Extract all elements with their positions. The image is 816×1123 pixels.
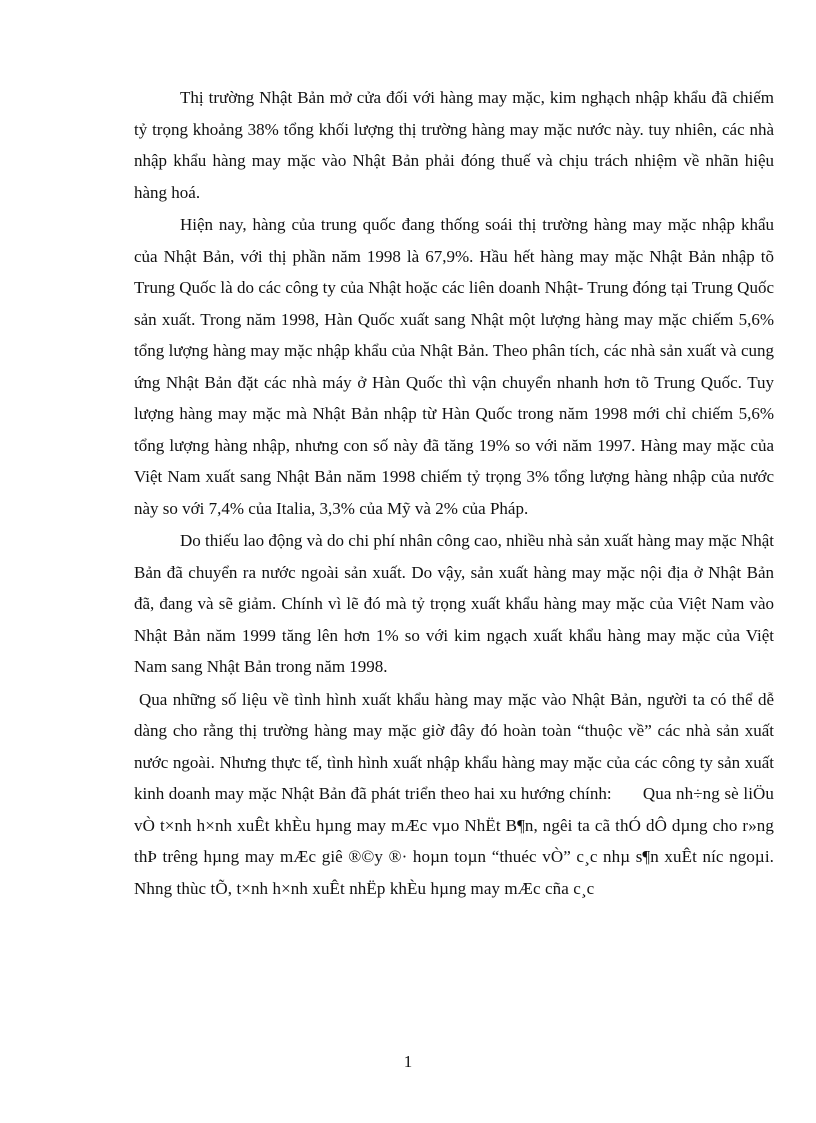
garbled-legacy-font-text: Qua nh÷ng sè liÖu vÒ t×nh h×nh xuÊt khÈu hµng may mÆc vµo NhËt B¶n, ngêi ta cã thÓ dÔ dµng cho r»ng thÞ trêng hµng may mÆc giê ®©y ®· hoµn toµn “thuéc vÒ” c¸c nhµ s¶n xuÊt níc ngoµi. Nhng thùc tÕ, t×nh h×nh xuÊt nhËp khÈu hµng may mÆc cña c¸c (134, 784, 775, 898)
paragraph-china-share: Hiện nay, hàng của trung quốc đang thống soái thị trường hàng may mặc nhập khẩu của Nhật Bản, với thị phần năm 1998 là 67,9%. Hầu hết hàng may mặc Nhật Bản nhập tõ Trung Quốc là do các công ty của Nhật hoặc các liên doanh Nhật- Trung đóng tại Trung Quốc sản xuất. Trong năm 1998, Hàn Quốc xuất sang Nhật một lượng hàng may mặc chiếm 5,6% tổng lượng hàng may mặc nhập khẩu của Nhật Bản. Theo phân tích, các nhà sản xuất và cung ứng Nhật Bản đặt các nhà máy ở Hàn Quốc thì vận chuyển nhanh hơn tõ Trung Quốc. Tuy lượng hàng may mặc mà Nhật Bản nhập từ Hàn Quốc trong năm 1998 mới chỉ chiếm 5,6% tổng lượng hàng nhập, nhưng con số này đã tăng 19% so với năm 1997. Hàng may mặc của Việt Nam xuất sang Nhật Bản năm 1998 chiếm tỷ trọng 3% tổng lượng hàng nhập của nước này so với 7,4% của Italia, 3,3% của Mỹ và 2% của Pháp. (134, 215, 774, 518)
page-number: 1 (403, 1052, 413, 1071)
paragraph-export-trends (134, 684, 774, 905)
trends-text: Qua những số liệu về tình hình xuất khẩu hàng may mặc vào Nhật Bản, người ta có thể dễ dàng cho rằng thị trường hàng may mặc giờ đây đó hoàn toàn “thuộc về” các nhà sản xuất nước ngoài. Nhưng thực tế, tình hình xuất nhập khẩu hàng may mặc của các công ty sản xuất kinh doanh may mặc Nhật Bản đã phát triển theo hai xu hướng chính: (134, 689, 774, 803)
paragraph-japan-market: Thị trường Nhật Bản mở cửa đối với hàng may mặc, kim nghạch nhập khẩu đã chiếm tỷ trọng khoảng 38% tổng khối lượng thị trường hàng may mặc nước này. tuy nhiên, các nhà nhập khẩu hàng may mặc vào Nhật Bản phải đóng thuế và chịu trách nhiệm về nhãn hiệu hàng hoá. (134, 88, 774, 202)
document-body (134, 82, 774, 905)
paragraph-labor-shortage: Do thiếu lao động và do chi phí nhân công cao, nhiều nhà sản xuất hàng may mặc Nhật Bản đã chuyển ra nước ngoài sản xuất. Do vậy, sản xuất hàng may mặc nội địa ở Nhật Bản đã, đang và sẽ giảm. Chính vì lẽ đó mà tỷ trọng xuất khẩu hàng may mặc của Việt Nam vào Nhật Bản năm 1999 tăng lên hơn 1% so với kim ngạch xuất khẩu hàng may mặc của Việt Nam sang Nhật Bản trong năm 1998. (134, 531, 774, 676)
